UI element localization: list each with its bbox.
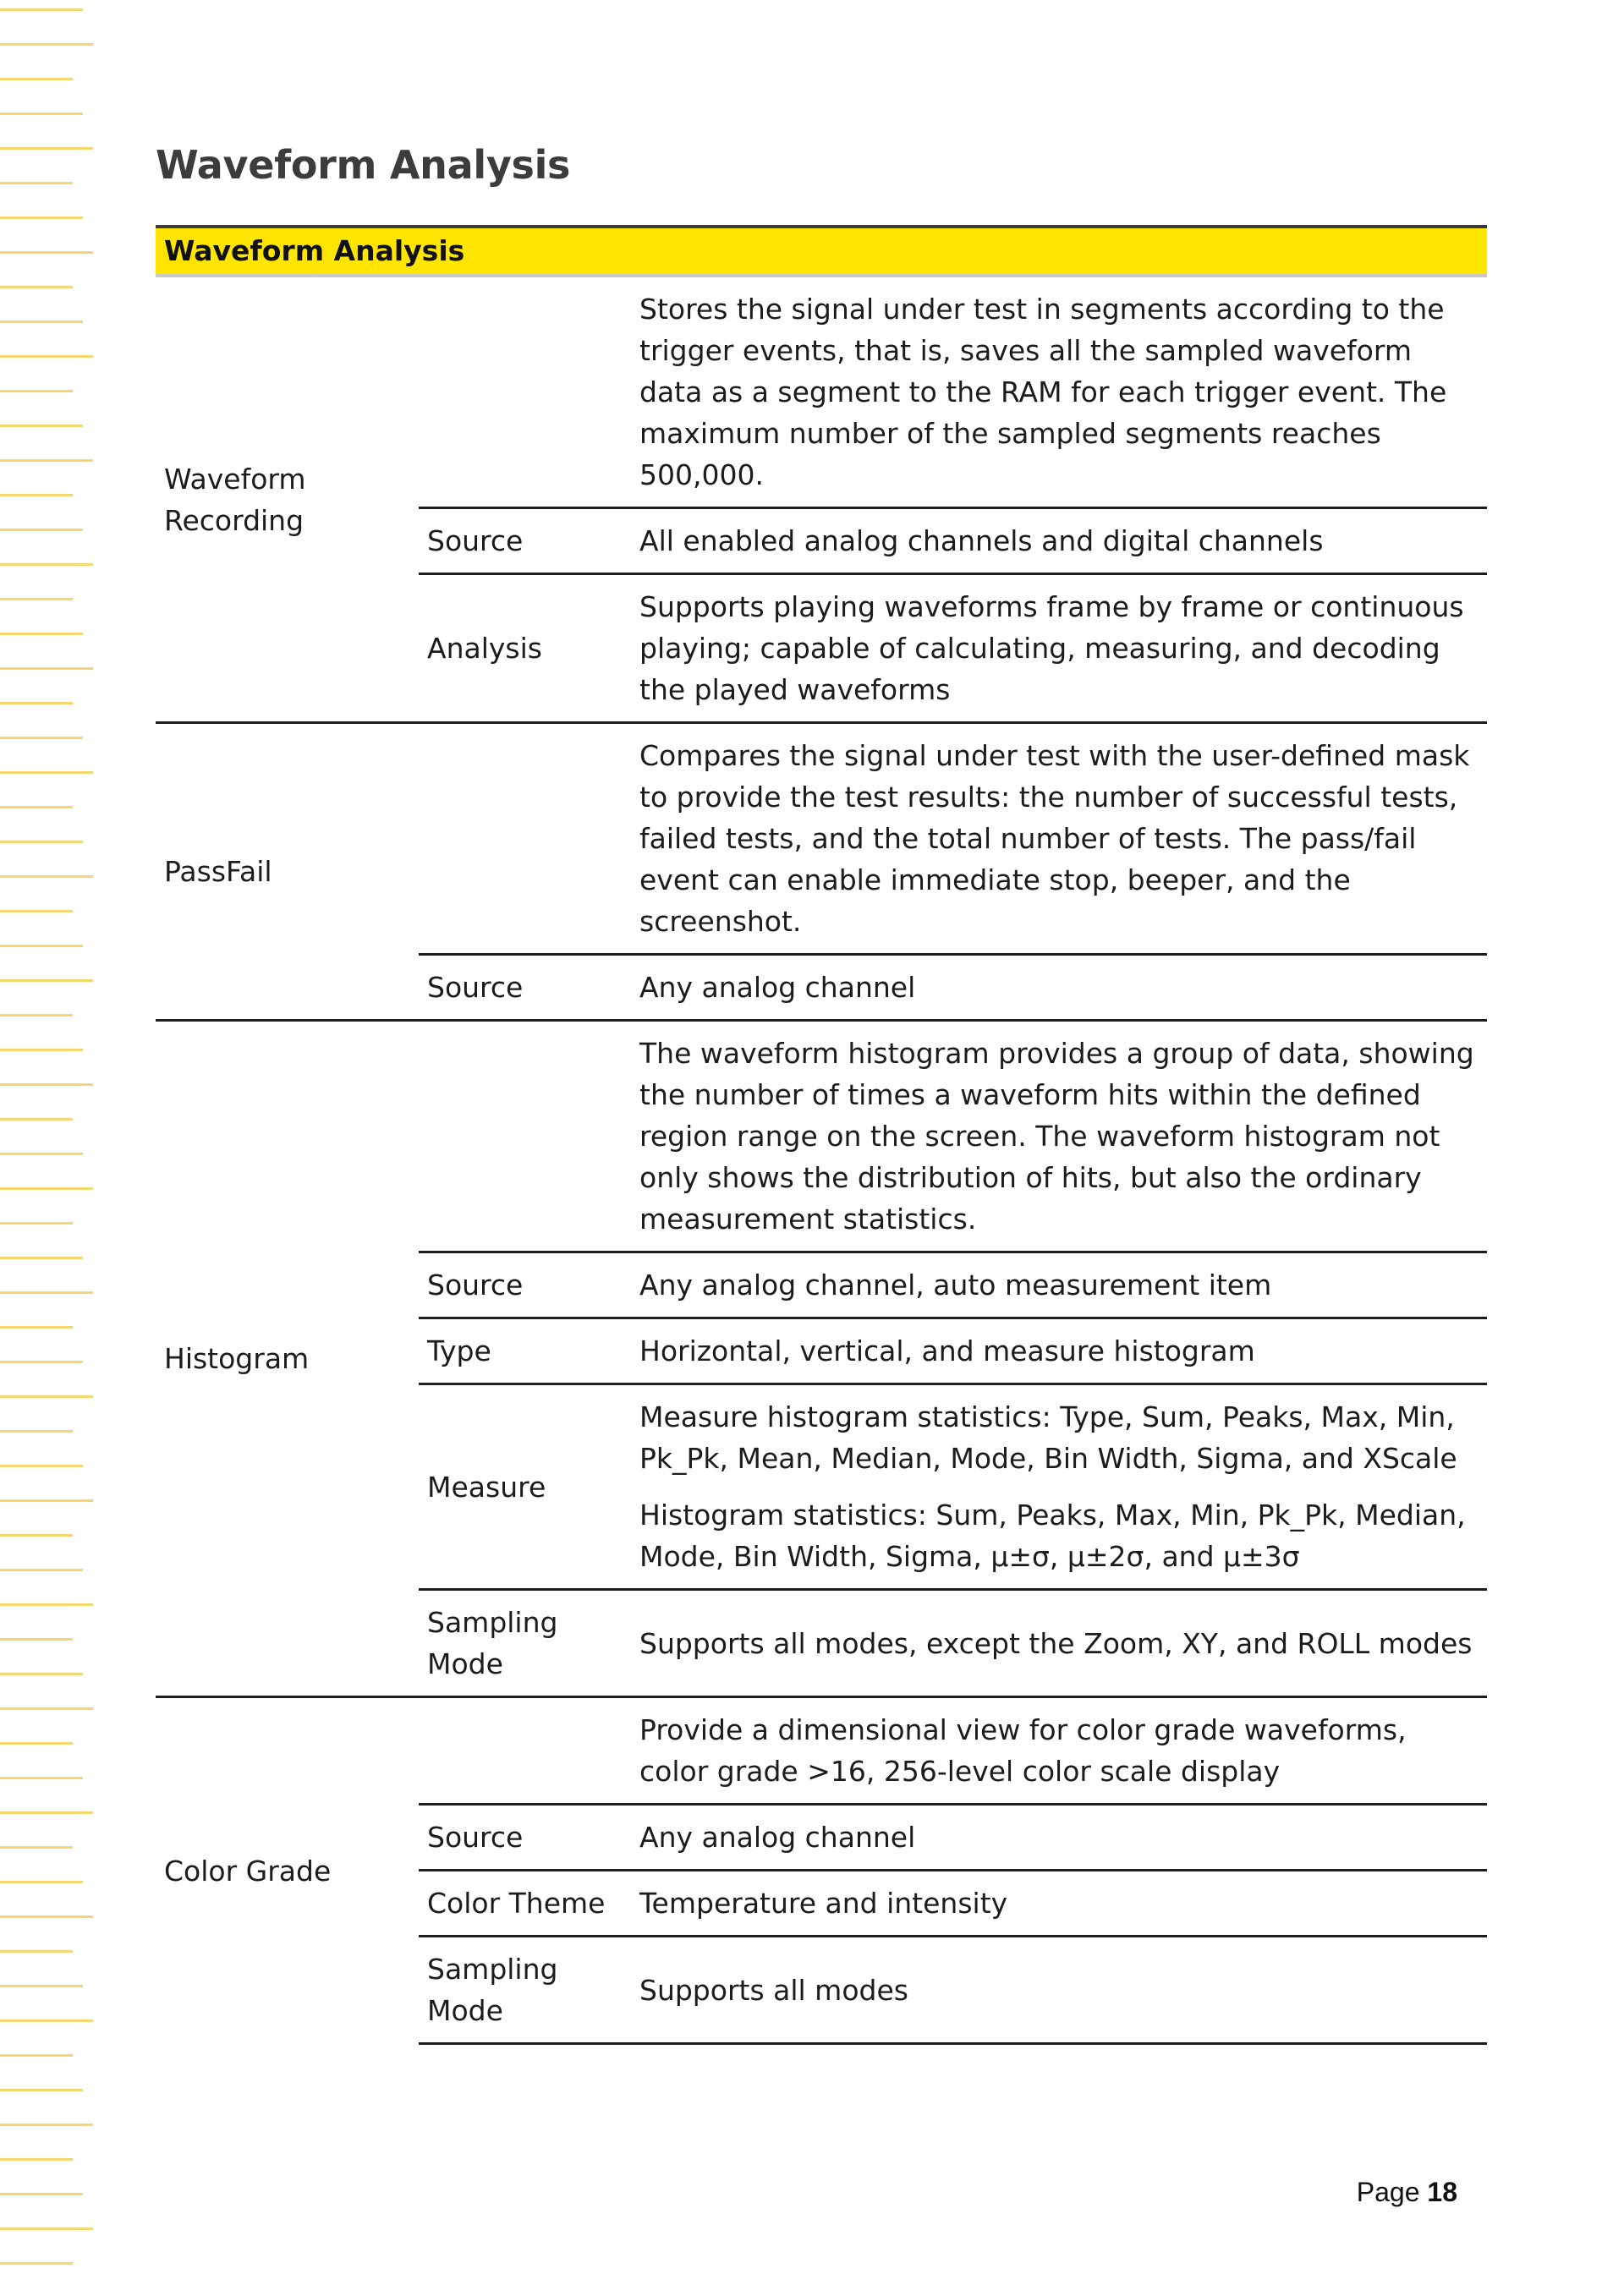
description-paragraph: All enabled analog channels and digital channels [639,524,1324,557]
row-parameter: Analysis [419,574,631,723]
ruler-line [0,1291,93,1294]
row-description [631,1590,1487,1697]
ruler-line [0,1534,73,1537]
row-parameter [419,723,631,955]
ruler-line [0,43,93,46]
row-parameter: Color Theme [419,1871,631,1937]
ruler-line [0,147,93,150]
ruler-line [0,1811,93,1814]
ruler-line [0,945,83,947]
ruler-line [0,1915,93,1918]
ruler-line [0,8,83,11]
ruler-line [0,390,73,392]
description-paragraph: Stores the signal under test in segments according to the trigger events, that is, saves all the sampled waveform data as a segment to the RAM for each trigger event. The maximum number of the sampled segments reaches 500,000. [639,293,1447,491]
page-number-label: Page [1356,2177,1420,2207]
ruler-line [0,78,73,80]
row-category: Histogram [156,1021,419,1697]
ruler-line [0,1395,93,1398]
row-parameter: Measure [419,1384,631,1590]
ruler-line [0,2262,73,2265]
ruler-line [0,633,83,635]
row-description [631,723,1487,955]
ruler-line [0,1742,73,1745]
row-description [631,574,1487,723]
ruler-line [0,1985,83,1987]
ruler-line [0,910,73,912]
description-paragraph: Any analog channel [639,971,916,1004]
row-description [631,1318,1487,1384]
row-description [631,955,1487,1021]
ruler-line [0,182,73,184]
description-paragraph: Histogram statistics: Sum, Peaks, Max, Min, Pk_Pk, Median, Mode, Bin Width, Sigma, μ±σ, μ±2σ, and μ±3σ [639,1499,1466,1573]
row-description [631,1871,1487,1937]
row-parameter: Source [419,508,631,574]
page-number-value: 18 [1427,2177,1457,2207]
ruler-line [0,1499,93,1502]
ruler-line [0,251,93,254]
ruler-line [0,841,83,843]
ruler-line [0,1257,83,1259]
row-parameter: Type [419,1318,631,1384]
spec-table-body [156,276,1487,2044]
ruler-line [0,1465,83,1467]
ruler-line [0,2054,73,2057]
ruler-line [0,702,73,704]
description-paragraph: Any analog channel, auto measurement item [639,1269,1272,1301]
description-paragraph: Supports playing waveforms frame by frame or continuous playing; capable of calculating, measuring, and decoding the played waveforms [639,590,1464,706]
row-parameter [419,1021,631,1252]
ruler-line [0,563,93,566]
ruler-line [0,737,83,739]
row-description [631,1384,1487,1590]
row-parameter: Sampling Mode [419,1590,631,1697]
spec-table [156,225,1487,2045]
row-description [631,1937,1487,2044]
ruler-line [0,1430,73,1433]
table-band-title: Waveform Analysis [156,227,1487,276]
ruler-line [0,1361,83,1363]
row-parameter: Source [419,1805,631,1871]
ruler-line [0,2193,83,2195]
ruler-line [0,875,93,878]
table-row [156,723,1487,955]
ruler-line [0,1881,83,1883]
row-category: Waveform Recording [164,462,306,537]
ruler-line [0,1326,73,1329]
row-parameter [419,276,631,508]
ruler-line [0,1049,83,1051]
ruler-line [0,979,93,982]
ruler-line [0,1846,73,1849]
description-paragraph: The waveform histogram provides a group of data, showing the number of times a waveform hits within the defined region range on the screen. The waveform histogram not only shows the distribution of hits, but also the ordinary measurement statistics. [639,1037,1474,1236]
ruler-line [0,1777,83,1779]
ruler-line [0,425,83,427]
ruler-line [0,494,73,496]
ruler-line [0,1673,83,1675]
row-description [631,1021,1487,1252]
ruler-line [0,1014,73,1016]
table-row [156,1697,1487,1805]
description-paragraph: Horizontal, vertical, and measure histogram [639,1334,1255,1367]
ruler-line [0,1153,83,1155]
row-parameter [419,1697,631,1805]
row-description [631,1697,1487,1805]
row-parameter: Source [419,955,631,1021]
ruler-line [0,1083,93,1086]
ruler-line [0,771,93,774]
ruler-line [0,216,83,219]
ruler-line [0,2089,83,2091]
ruler-line [0,1222,73,1225]
description-paragraph: Supports all modes, except the Zoom, XY, and ROLL modes [639,1626,1473,1660]
ruler-line [0,355,93,358]
ruler-line [0,459,93,462]
ruler-line [0,321,83,323]
row-description [631,1805,1487,1871]
ruler-line [0,1950,73,1953]
ruler-line [0,1707,93,1710]
ruler-line [0,2019,93,2022]
ruler-line [0,2228,93,2230]
table-row [156,1021,1487,1252]
ruler-line [0,2158,73,2161]
margin-ruler [0,0,102,2296]
ruler-line [0,667,93,670]
ruler-line [0,1569,83,1571]
description-paragraph: Provide a dimensional view for color grade waveforms, color grade >16, 256-level color scale display [639,1713,1407,1788]
ruler-line [0,112,83,115]
page-number [1357,2177,1457,2208]
description-paragraph: Supports all modes [639,1973,908,2007]
ruler-line [0,1118,73,1121]
page-title: Waveform Analysis [156,142,571,188]
ruler-line [0,1603,93,1606]
ruler-line [0,806,73,808]
table-band-row [156,227,1487,276]
row-description [631,508,1487,574]
row-category: PassFail [156,723,419,1021]
description-paragraph: Compares the signal under test with the user-defined mask to provide the test results: the number of successful tests, failed tests, and the total number of tests. The pass/fail event can enable immediate stop, beeper, and the screenshot. [639,739,1470,938]
ruler-line [0,529,83,531]
table-row [156,276,1487,508]
ruler-line [0,1638,73,1641]
ruler-line [0,1187,93,1190]
ruler-line [0,286,73,288]
row-parameter: Sampling Mode [419,1937,631,2044]
row-description [631,1252,1487,1318]
description-paragraph: Temperature and intensity [639,1887,1008,1920]
description-paragraph: Any analog channel [639,1821,916,1854]
row-parameter: Source [419,1252,631,1318]
description-paragraph: Measure histogram statistics: Type, Sum, Peaks, Max, Min, Pk_Pk, Mean, Median, Mode, Bin Width, Sigma, and XScale [639,1400,1457,1475]
ruler-line [0,598,73,600]
row-description [631,276,1487,508]
ruler-line [0,2123,93,2126]
row-category: Color Grade [156,1697,419,2044]
